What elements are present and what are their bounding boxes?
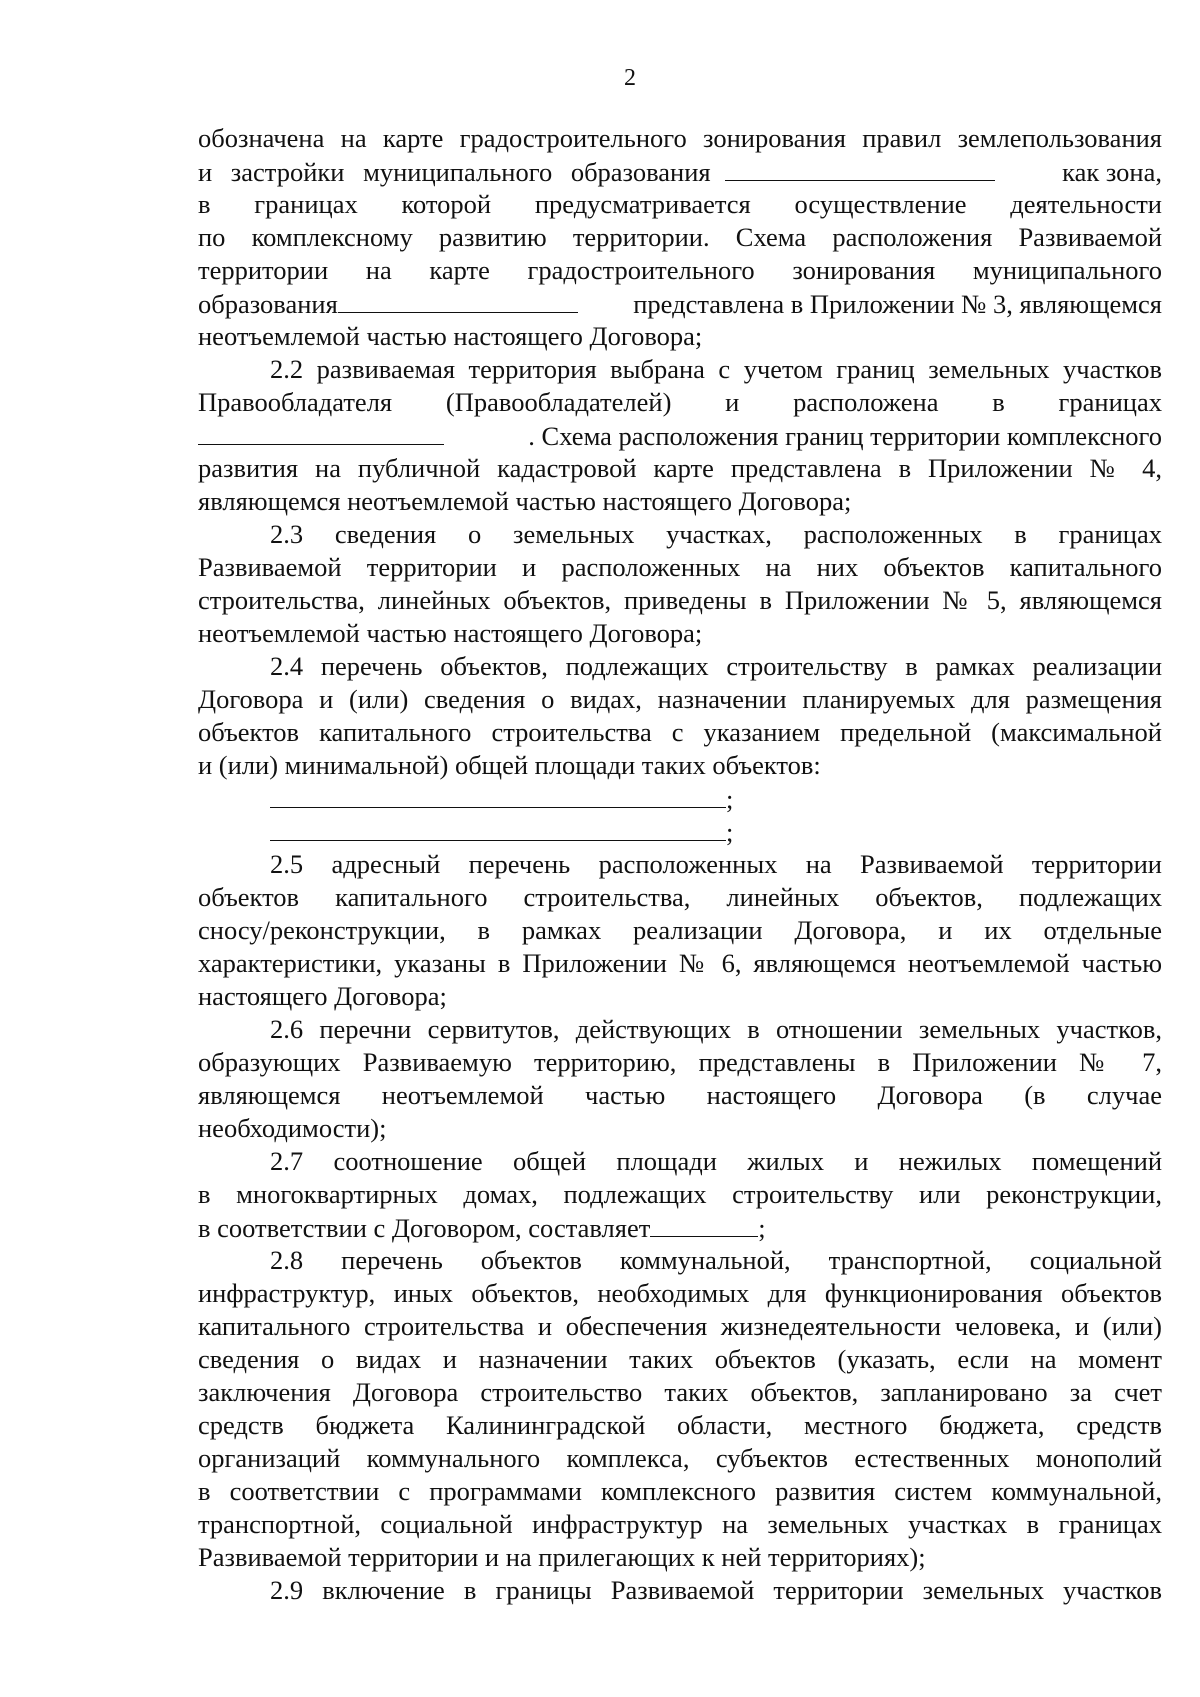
text-line: характеристики, указаны в Приложении № 6, являющемся неотъемлемой частью [198,948,1162,978]
text-line: Развиваемой территории и расположенных на них объектов капитального [198,552,1162,582]
text-line: Развиваемой территории и на прилегающих к ней территориях); [198,1542,926,1572]
paragraph-start: 2.8 перечень объектов коммунальной, транспортной, социальной [270,1245,1162,1275]
paragraph-start: 2.9 включение в границы Развиваемой территории земельных участков [270,1575,1162,1605]
list-item [198,815,1162,848]
text-line: объектов капитального строительства с указанием предельной (максимальной [198,717,1162,747]
text-fragment: в соответствии с Договором, составляет [198,1213,651,1243]
text-line: транспортной, социальной инфраструктур на земельных участках в границах [198,1509,1162,1539]
text-line: по комплексному развитию территории. Схема расположения Развиваемой [198,222,1162,252]
text-fragment: образования [198,289,338,319]
text-line: образующих Развиваемую территорию, представлены в Приложении № 7, [198,1047,1162,1077]
paragraph-start: 2.7 соотношение общей площади жилых и нежилых помещений [270,1146,1162,1176]
paragraph-start: 2.5 адресный перечень расположенных на Развиваемой территории [270,849,1162,879]
text-line: капитального строительства и обеспечения жизнедеятельности человека, и (или) [198,1311,1162,1341]
blank-field [270,782,726,808]
text-line [198,419,1162,452]
text-line: в границах которой предусматривается осуществление деятельности [198,189,1162,219]
paragraph-start: 2.3 сведения о земельных участках, расположенных в границах [270,519,1162,549]
page-number: 2 [624,65,636,91]
text-fragment: и застройки муниципального образования [198,157,711,187]
text-line: и (или) минимальной) общей площади таких объектов: [198,750,821,780]
blank-field [725,155,995,181]
text-line [198,1211,1162,1244]
text-line: настоящего Договора; [198,981,447,1011]
text-line: Правообладателя (Правообладателей) и расположена в границах [198,387,1162,417]
text-line: средств бюджета Калининградской области, местного бюджета, средств [198,1410,1162,1440]
text-line: в многоквартирных домах, подлежащих строительству или реконструкции, [198,1179,1162,1209]
text-line [198,287,1162,320]
text-fragment: как зона, [1062,157,1162,187]
text-line: строительства, линейных объектов, приведены в Приложении № 5, являющемся [198,585,1162,615]
text-fragment: ; [726,784,734,814]
blank-field [198,419,444,445]
text-line: являющемся неотъемлемой частью настоящего Договора; [198,486,852,516]
paragraph-start: 2.4 перечень объектов, подлежащих строительству в рамках реализации [270,651,1162,681]
text-fragment: ; [726,817,734,847]
text-fragment: представлена в Приложении № 3, являющемся [633,289,1162,319]
paragraph-start: 2.6 перечни сервитутов, действующих в отношении земельных участков, [270,1014,1162,1044]
text-line: организаций коммунального комплекса, субъектов естественных монополий [198,1443,1162,1473]
text-line: неотъемлемой частью настоящего Договора; [198,321,703,351]
text-line: инфраструктур, иных объектов, необходимых для функционирования объектов [198,1278,1162,1308]
paragraph-start: 2.2 развиваемая территория выбрана с учетом границ земельных участков [270,354,1162,384]
text-line: обозначена на карте градостроительного зонирования правил землепользования [198,123,1162,153]
blank-field [650,1211,758,1237]
blank-field [270,815,726,841]
text-fragment: . Схема расположения границ территории комплексного [528,421,1162,451]
text-line: неотъемлемой частью настоящего Договора; [198,618,703,648]
text-line: в соответствии с программами комплексного развития систем коммунальной, [198,1476,1162,1506]
text-line: Договора и (или) сведения о видах, назначении планируемых для размещения [198,684,1162,714]
text-line: сведения о видах и назначении таких объектов (указать, если на момент [198,1344,1162,1374]
text-line: являющемся неотъемлемой частью настоящего Договора (в случае [198,1080,1162,1110]
text-line: объектов капитального строительства, линейных объектов, подлежащих [198,882,1162,912]
document-body [198,122,1162,1607]
text-line: сносу/реконструкции, в рамках реализации Договора, и их отдельные [198,915,1162,945]
blank-field [338,287,578,313]
text-fragment: ; [758,1213,766,1243]
text-line [198,155,1162,188]
list-item [198,782,1162,815]
text-line: заключения Договора строительство таких объектов, запланировано за счет [198,1377,1162,1407]
text-line: территории на карте градостроительного зонирования муниципального [198,255,1162,285]
text-line: необходимости); [198,1113,387,1143]
text-line: развития на публичной кадастровой карте представлена в Приложении № 4, [198,453,1162,483]
